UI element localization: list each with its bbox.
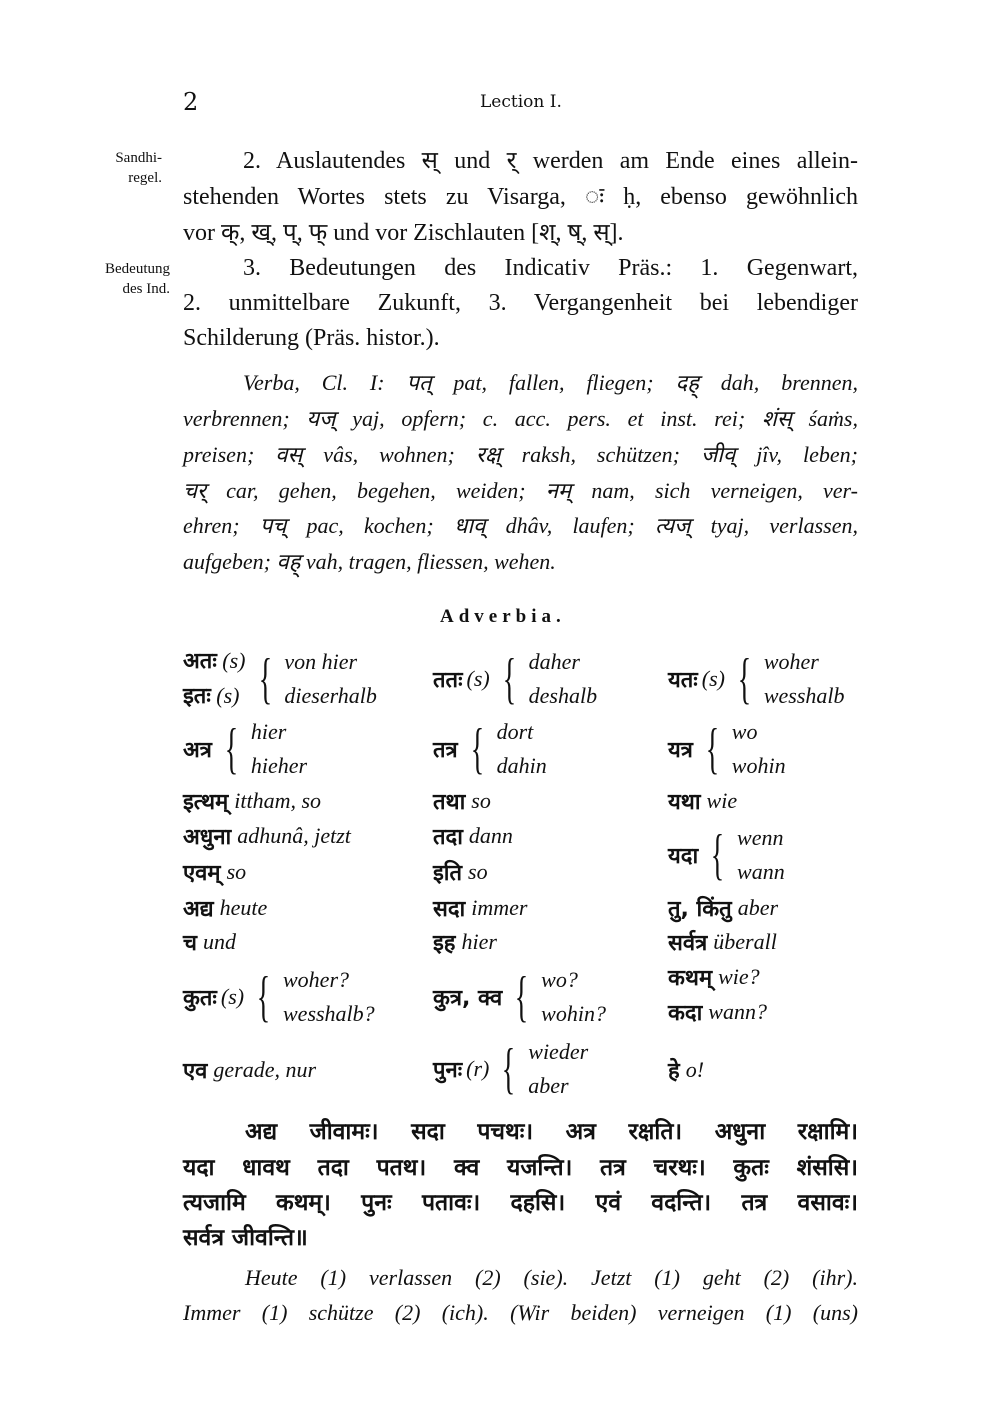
adverb-adya: अद्य heute — [183, 895, 268, 922]
adverb-kutah: कुतः (s) { woher? wesshalb? — [183, 966, 375, 1028]
adverb-adhuna: अधुना adhunâ, jetzt — [183, 823, 351, 850]
adverb-ittham: इत्थम् ittham, so — [183, 788, 322, 815]
para2-line3: vor क्, ख्, प्, फ् und vor Zischlauten [श्, ष्, स्]. — [183, 220, 624, 246]
adverb-yatah: यतः (s) { woher wesshalb — [668, 648, 845, 710]
para2-line1: 2. Auslautendes स् und र् werden am Ende eines allein- — [243, 148, 858, 174]
adverb-atah-itah: अतः (s) इतः (s) { von hier dieserhalb — [183, 648, 377, 710]
adverb-yatha: यथा wie — [668, 788, 738, 815]
adverb-ca: च und — [183, 929, 236, 956]
brace: { — [502, 648, 516, 710]
adverb-tu-kintu: तु, किंतु aber — [668, 895, 779, 922]
adverb-tatah: ततः (s) { daher deshalb — [433, 648, 598, 710]
adverbia-heading: Adverbia. — [440, 606, 566, 627]
brace: { — [737, 648, 752, 710]
brace: { — [710, 824, 725, 886]
adverb-he: हे o! — [668, 1057, 705, 1084]
adverb-tada: तदा dann — [433, 823, 513, 850]
margin-note-bedeutung: Bedeutung des Ind. — [105, 261, 170, 297]
running-title: Lection I. — [480, 92, 562, 112]
margin-note-sandhi: Sandhi- regel. — [115, 150, 162, 186]
adverb-tatha: तथा so — [433, 788, 491, 815]
para3-line1: 3. Bedeutungen des Indicativ Präs.: 1. Gegenwart, — [243, 255, 858, 281]
exercise-sanskrit-line3: त्यजामि कथम्। पुनः पतावः। दहसि। एवं वदन्ति। तत्र वसावः। — [183, 1190, 858, 1216]
adverb-punah: पुनः (r) { wieder aber — [433, 1038, 589, 1100]
verba-line6: aufgeben; वह् vah, tragen, fliessen, wehen. — [183, 549, 556, 574]
adverb-yada: यदा { wenn wann — [668, 824, 785, 886]
adverb-evam: एवम् so — [183, 859, 247, 886]
brace: { — [705, 718, 720, 780]
verba-line4: चर् car, gehen, begehen, weiden; नम् nam, sich verneigen, ver- — [183, 478, 858, 503]
verba-line1: Verba, Cl. I: पत् pat, fallen, fliegen; दह् dah, brennen, — [243, 370, 858, 395]
adverb-atra: अत्र { hier hieher — [183, 718, 308, 780]
brace: { — [256, 966, 271, 1028]
verba-line2: verbrennen; यज् yaj, opfern; c. acc. pers. et inst. rei; शंस् śaṁs, — [183, 406, 858, 431]
para3-line3: Schilderung (Präs. histor.). — [183, 325, 440, 351]
verba-line5: ehren; पच् pac, kochen; धाव् dhâv, laufen; त्यज् tyaj, verlassen, — [183, 513, 858, 538]
exercise-sanskrit-line1: अद्य जीवामः। सदा पचथः। अत्र रक्षति। अधुना रक्षामि। — [245, 1119, 858, 1145]
adverb-eva: एव gerade, nur — [183, 1057, 317, 1084]
adverb-katham: कथम् wie? — [668, 964, 760, 991]
adverb-kutra-kva: कुत्र, क्व { wo? wohin? — [433, 966, 606, 1028]
brace: { — [502, 1038, 516, 1100]
adverb-kada: कदा wann? — [668, 999, 767, 1026]
para2-line2: stehenden Wortes stets zu Visarga, ः ḥ, ebenso gewöhnlich — [183, 184, 858, 210]
para3-line2: 2. unmittelbare Zukunft, 3. Vergangenheit bei lebendiger — [183, 290, 858, 316]
exercise-german-line1: Heute (1) verlassen (2) (sie). Jetzt (1) geht (2) (ihr). — [245, 1265, 858, 1290]
adverb-iha: इह hier — [433, 929, 497, 956]
brace: { — [515, 966, 529, 1028]
exercise-german-line2: Immer (1) schütze (2) (ich). (Wir beiden) verneigen (1) (uns) — [183, 1300, 858, 1325]
brace: { — [224, 718, 239, 780]
exercise-sanskrit-line2: यदा धावथ तदा पतथ। क्व यजन्ति। तत्र चरथः। कुतः शंससि। — [183, 1155, 858, 1181]
page-number: 2 — [183, 88, 199, 116]
exercise-sanskrit-line4: सर्वत्र जीवन्ति॥ — [183, 1225, 308, 1251]
adverb-yatra: यत्र { wo wohin — [668, 718, 786, 780]
brace: { — [258, 648, 272, 710]
adverb-sarvatra: सर्वत्र überall — [668, 929, 777, 956]
brace: { — [470, 718, 484, 780]
adverb-tatra: तत्र { dort dahin — [433, 718, 547, 780]
adverb-sada: सदा immer — [433, 895, 528, 922]
verba-line3: preisen; वस् vâs, wohnen; रक्ष् raksh, schützen; जीव् jîv, leben; — [183, 442, 858, 467]
adverb-iti: इति so — [433, 859, 488, 886]
